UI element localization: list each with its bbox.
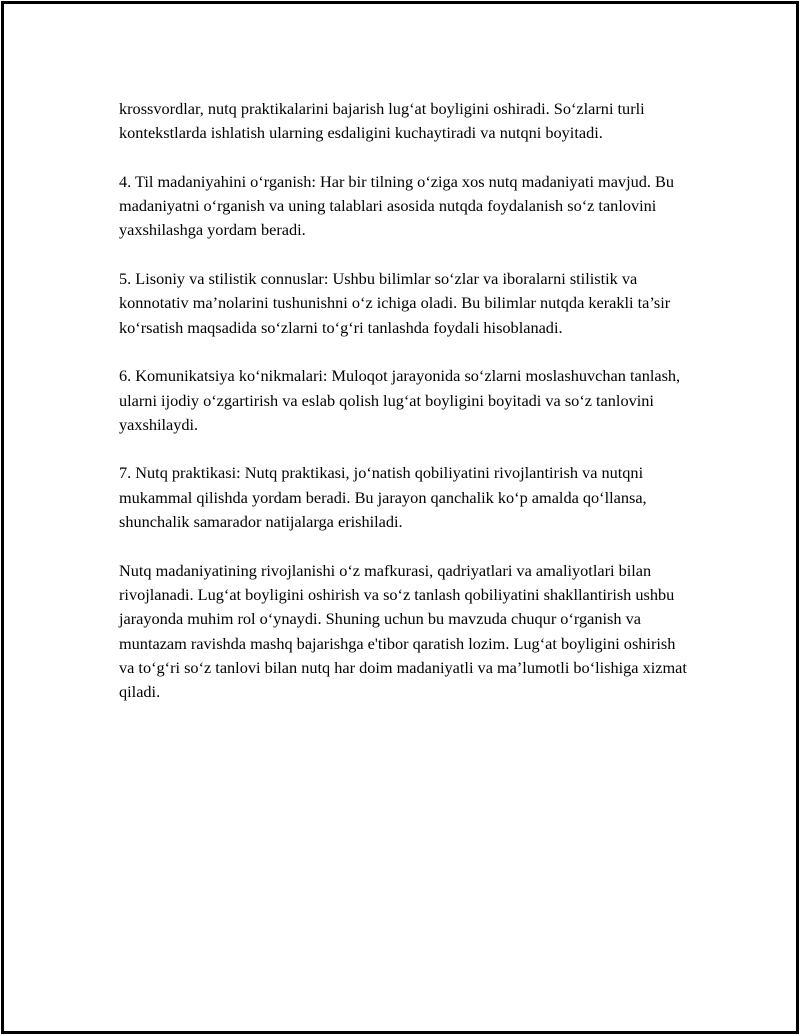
paragraph-continuation: krossvordlar, nutq praktikalarini bajarish lug‘at boyligini oshiradi. So‘zlarni turli kontekstlarda ishlatish ularning esdaligini kuchaytiradi va nutqni boyitadi. xyxy=(119,99,645,143)
paragraph-item-6: 6. Komunikatsiya ko‘nikmalari: Muloqot jarayonida so‘zlarni moslashuvchan tanlash, ularni ijodiy o‘zgartirish va eslab qolish lug‘at boyligini boyitadi va so‘z tanlovini yaxshilaydi. xyxy=(119,366,681,434)
paragraph-item-5: 5. Lisoniy va stilistik connuslar: Ushbu bilimlar so‘zlar va iboralarni stilistik va konnotativ ma’nolarini tushunishni o‘z ichiga oladi. Bu bilimlar nutqda kerakli ta’sir ko‘rsatish maqsadida so‘zlarni to‘g‘ri tanlashda foydali hisoblanadi. xyxy=(119,269,671,337)
document-page xyxy=(1,1,799,1034)
paragraph-item-7: 7. Nutq praktikasi: Nutq praktikasi, jo‘natish qobiliyatini rivojlantirish va nutqni mukammal qilishda yordam beradi. Bu jarayon qanchalik ko‘p amalda qo‘llansa, shunchalik samarador natijalarga erishiladi. xyxy=(119,463,647,532)
paragraph-conclusion: Nutq madaniyatining rivojlanishi o‘z mafkurasi, qadriyatlari va amaliyotlari bilan rivojlanadi. Lug‘at boyligini oshirish va so‘z tanlash qobiliyatini shakllantirish ushbu jarayonda muhim rol o‘ynaydi. Shuning uchun bu mavzuda chuqur o‘rganish va muntazam ravishda mashq bajarishga e'tibor qaratish lozim. Lug‘at boyligini oshirish va to‘g‘ri so‘z tanlovi bilan nutq har doim madaniyatli va ma’lumotli bo‘lishiga xizmat qiladi. xyxy=(119,560,687,702)
document-body xyxy=(119,97,694,729)
paragraph-item-4: 4. Til madaniyahini o‘rganish: Har bir tilning o‘ziga xos nutq madaniyati mavjud. Bu madaniyatni o‘rganish va uning talablari asosida nutqda foydalanish so‘z tanlovini yaxshilashga yordam beradi. xyxy=(119,171,675,240)
